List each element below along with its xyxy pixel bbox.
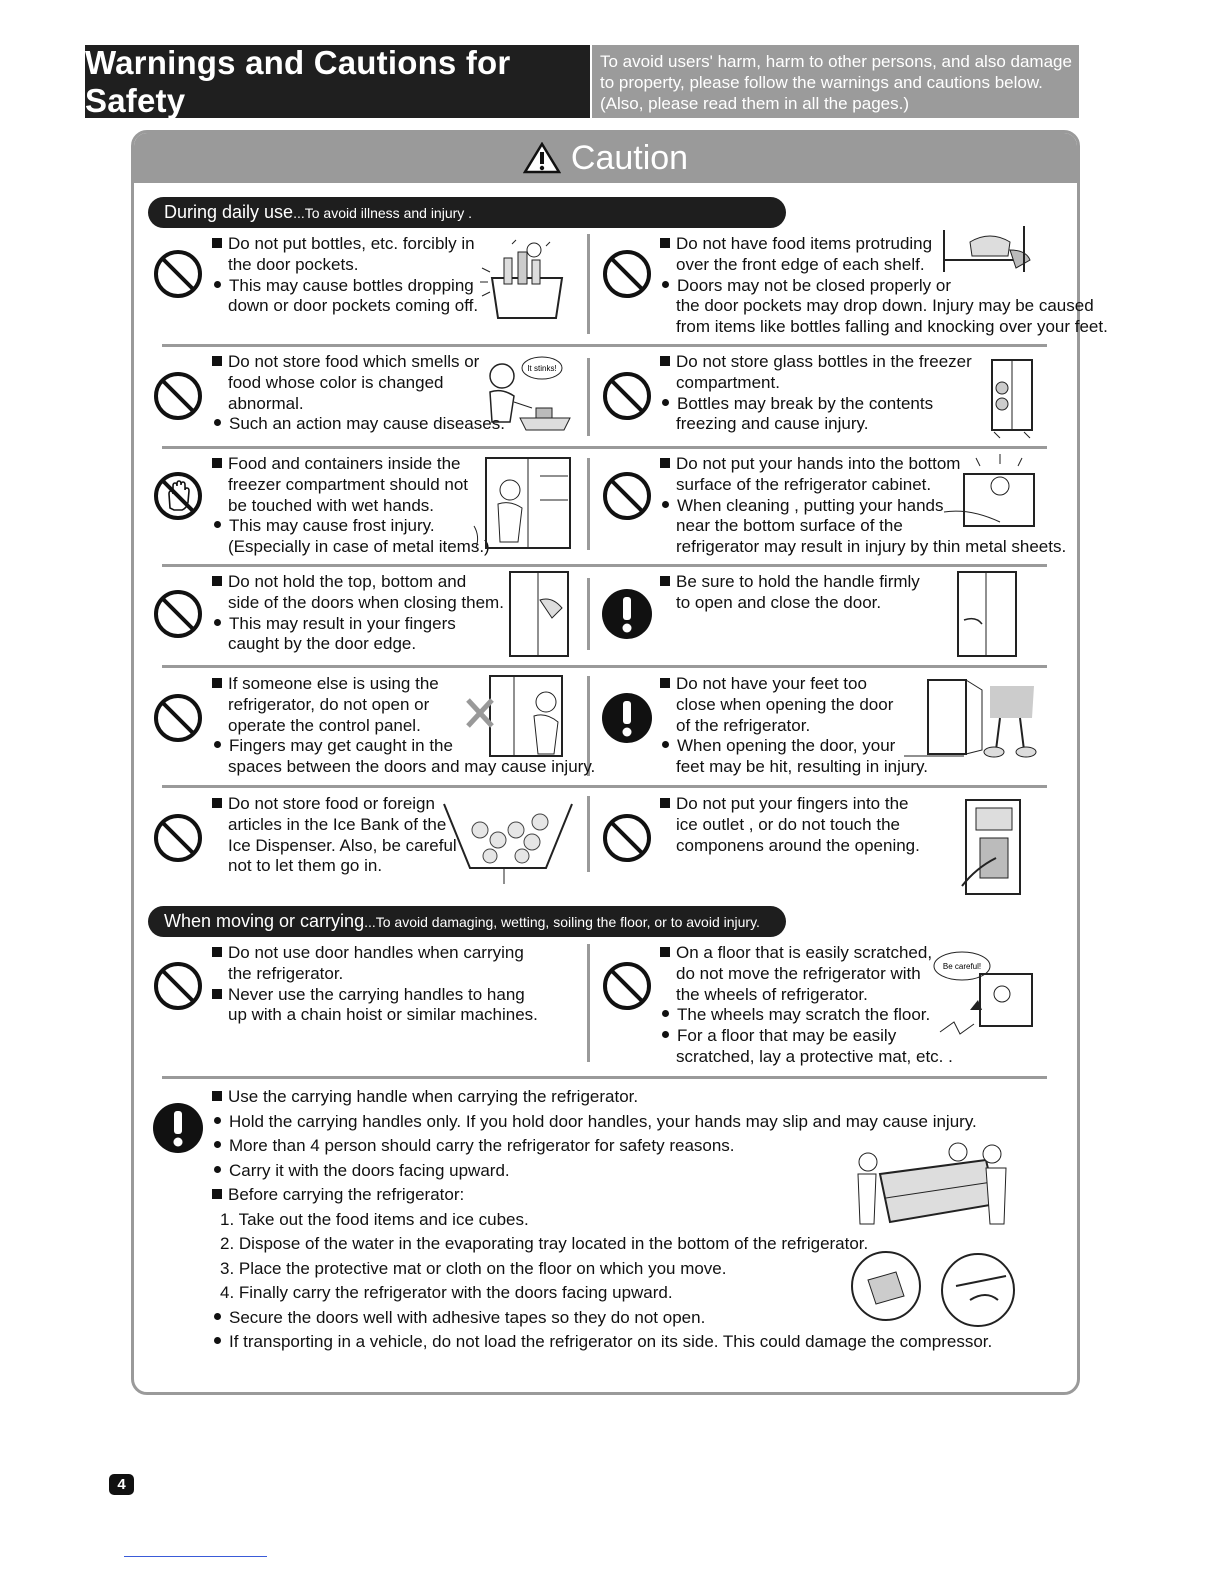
caution-header [134,133,1077,183]
footer-rule [124,1556,267,1557]
hold-handle-illustration [954,570,1020,658]
prohibition-icon [601,960,653,1012]
prohibition-icon [601,470,653,522]
row-divider [162,1076,1047,1079]
caution-item-bottles: Do not put bottles, etc. forcibly in the door pockets. This may cause bottles dropping down or door pockets coming off. [212,234,478,317]
carrying-refrigerator-illustration [846,1140,1022,1330]
intro-line: To avoid users' harm, harm to other persons, and also damage [600,52,1072,71]
prohibition-icon [601,812,653,864]
mandatory-action-icon [601,588,653,640]
warning-triangle-icon [523,142,561,174]
prohibition-icon [152,588,204,640]
column-divider [587,944,590,1062]
door-edge-illustration [506,570,572,658]
caution-item-ice-bank: Do not store food or foreign articles in the Ice Bank of the Ice Dispenser. Also, be careful not to let them go in. [212,794,457,877]
caution-item-feet: Do not have your feet too close when opening the door of the refrigerator. When opening the door, your feet may be hit, resulting in injury. [660,674,928,778]
prohibition-icon [152,812,204,864]
control-panel-illustration [462,672,578,764]
column-divider [587,234,590,334]
door-pocket-bottles-illustration [472,238,572,324]
section-sub: ...To avoid illness and injury . [293,204,473,221]
bubble-be-careful: Be careful! [942,962,982,971]
caution-item-spoiled-food: Do not store food which smells or food whose color is changed abnormal. Such an action may cause diseases. [212,352,505,435]
caution-item-control-panel: If someone else is using the refrigerator, do not open or operate the control panel. Fingers may get caught in the spaces between the doors and may cause injury. [212,674,595,778]
page-number: 4 [109,1474,134,1495]
column-divider [587,578,590,650]
ice-outlet-illustration [960,798,1026,898]
row-divider [162,446,1047,449]
section-daily-use [148,197,786,228]
prohibition-icon [152,370,204,422]
column-divider [587,458,590,550]
ice-bank-illustration [440,800,576,884]
safety-intro [592,45,1079,118]
bubble-it-stinks: It stinks! [527,364,557,373]
feet-door-illustration [904,670,1038,762]
caution-item-ice-outlet: Do not put your fingers into the ice outlet , or do not touch the componens around the opening. [660,794,920,856]
section-moving [148,906,786,937]
caution-item-closing-doors: Do not hold the top, bottom and side of the doors when closing them. This may result in your fingers caught by the door edge. [212,572,504,655]
caution-item-protruding-food: Do not have food items protruding over the front edge of each shelf. Doors may not be closed properly or the door pockets may drop down. Injury may be caused from items like bottles falling and knocking over your feet. [660,234,1108,338]
caution-item-wet-hands: Food and containers inside the freezer compartment should not be touched with wet hands. This may cause frost injury. (Especially in case of metal items.) [212,454,490,558]
caution-item-carrying: Use the carrying handle when carrying the refrigerator. Hold the carrying handles only. If you hold door handles, your hands may slip and may cause injury. More than 4 person should carry the refrigerator for safety reasons. Carry it with the doors facing upward. Before carrying the refrigerator: 1. Take out the food items and ice cubes. 2. Dispose of the water in the evaporating tray located in the bottom of the refrigerator. 3. Place the protective mat or cloth on the floor on which you move. 4. Finally carry the refrigerator with the doors facing upward. Secure the doors well with adhesive tapes so they do not open. If transporting in a vehicle, do not load the refrigerator on its side. This could damage the compressor. [212,1085,992,1355]
caution-item-hold-handle: Be sure to hold the handle firmly to open and close the door. [660,572,920,614]
no-wet-hands-icon [152,470,204,522]
caution-title: Caution [570,138,689,177]
section-label: During daily use [164,202,294,222]
mandatory-action-icon [601,692,653,744]
shelf-protruding-illustration [940,220,1040,282]
floor-wheels-illustration [930,944,1038,1048]
row-divider [162,564,1047,567]
prohibition-icon [152,960,204,1012]
caution-item-floor-scratch: On a floor that is easily scratched, do not move the refrigerator with the wheels of refrigerator. The wheels may scratch the floor. For a floor that may be easily scratched, lay a protective mat, etc. . [660,943,953,1068]
row-divider [162,665,1047,668]
freezer-wet-hands-illustration [470,456,574,550]
intro-line: to property, please follow the warnings and cautions below. [600,73,1043,92]
row-divider [162,785,1047,788]
intro-line: (Also, please read them in all the pages.) [600,94,910,113]
prohibition-icon [152,692,204,744]
caution-item-bottom-surface: Do not put your hands into the bottom surface of the refrigerator cabinet. When cleaning , putting your hands near the bottom surface of the refrigerator may result in injury by thin metal sheets. [660,454,1066,558]
prohibition-icon [601,248,653,300]
freezer-bottle-illustration [984,354,1042,440]
prohibition-icon [152,248,204,300]
page-title: Warnings and Cautions for Safety [85,45,590,118]
caution-item-door-handles: Do not use door handles when carrying the refrigerator. Never use the carrying handles to hang up with a chain hoist or similar machines. [212,943,538,1026]
bottom-surface-illustration [940,452,1040,534]
row-divider [162,344,1047,347]
smelly-food-illustration [480,352,580,436]
column-divider [587,796,590,872]
caution-item-glass-bottles: Do not store glass bottles in the freezer compartment. Bottles may break by the contents freezing and cause injury. [660,352,972,435]
section-label: When moving or carrying [164,911,365,931]
column-divider [587,358,590,436]
prohibition-icon [601,370,653,422]
mandatory-action-icon [152,1102,204,1154]
section-sub: ...To avoid damaging, wetting, soiling the floor, or to avoid injury. [364,913,760,930]
